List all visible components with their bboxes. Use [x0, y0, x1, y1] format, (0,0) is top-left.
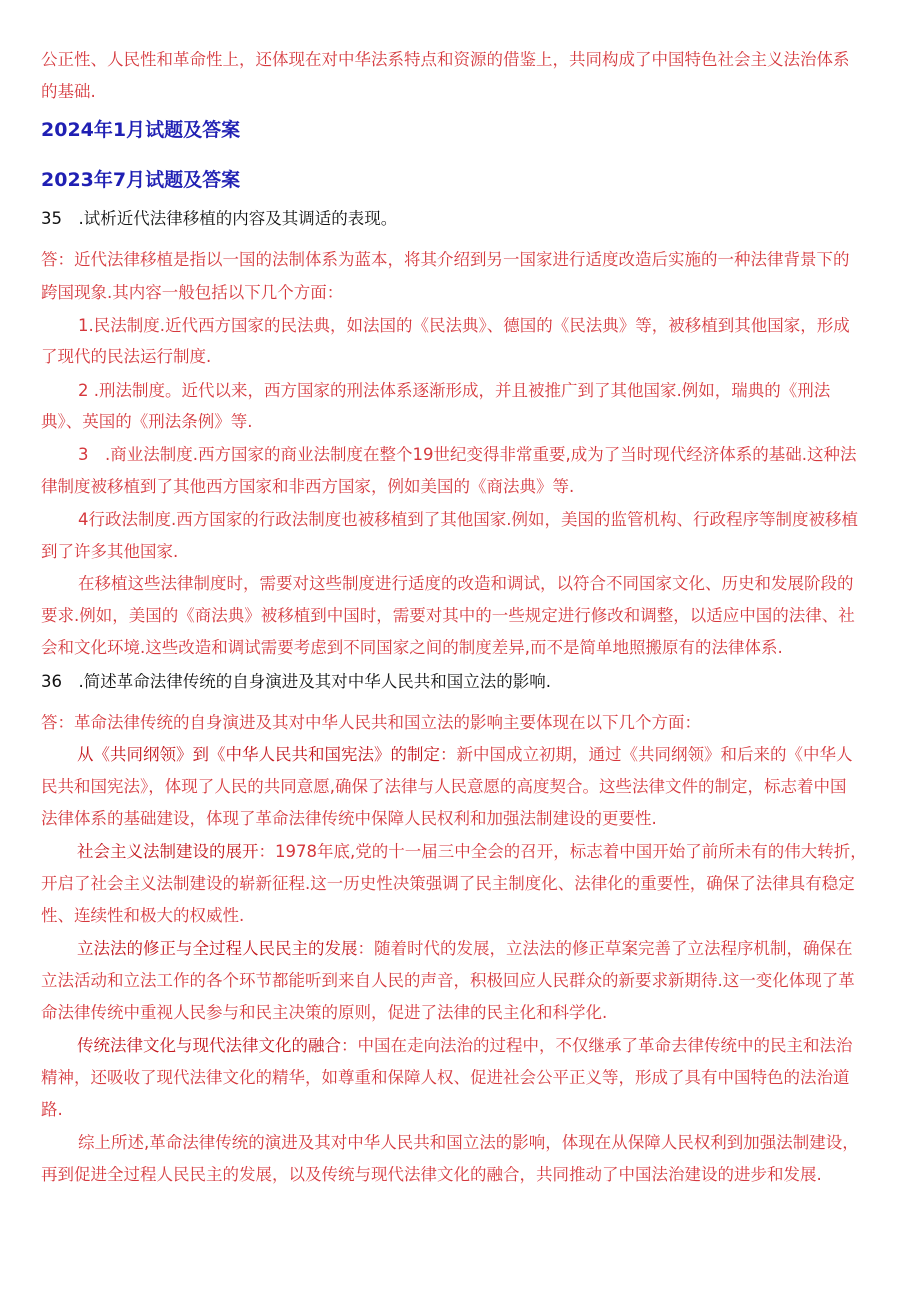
q36-summary-line-1: 综上所述,革命法律传统的演进及其对中华人民共和国立法的影响，体现在从保障人民权利到加强法制建设， [78, 1133, 859, 1152]
q36-section-3-text: ：随着时代的发展，立法法的修正草案完善了立法程序机制，确保在 [357, 939, 853, 958]
q35-adaptation-line-1: 在移植这些法律制度时，需要对这些制度进行适度的改造和调试，以符合不同国家文化、历史和发展阶段的 [78, 574, 854, 593]
q36-section-2-title: 社会主义法制建设的展开 [77, 842, 259, 861]
q35-civil-law-line-1: 1.民法制度.近代西方国家的民法典，如法国的《民法典》、德国的《民法典》等，被移植到其他国家，形成 [78, 316, 850, 335]
q36-summary-line-2: 再到促进全过程人民民主的发展，以及传统与现代法律文化的融合，共同推动了中国法治建设的进步和发展. [41, 1165, 822, 1184]
q35-admin-law-line-2: 到了许多其他国家. [41, 542, 179, 561]
q36-section-3-line-1 [77, 937, 853, 961]
q36-section-3-title: 立法法的修正与全过程人民民主的发展 [77, 939, 358, 958]
q35-criminal-law-line-1: 2 .刑法制度。近代以来，西方国家的刑法体系逐渐形成，并且被推广到了其他国家.例如，瑞典的《刑法 [78, 381, 831, 400]
heading-2024-jan: 2024年1月试题及答案 [41, 119, 241, 141]
q36-section-1-line-1 [77, 743, 853, 767]
q36-section-1-line-2: 民共和国宪法》，体现了人民的共同意愿,确保了法律与人民意愿的高度契合。这些法律文件的制定，标志着中国 [41, 777, 847, 796]
q35-adaptation-line-3: 会和文化环境.这些改造和调试需要考虑到不同国家之间的制度差异,而不是简单地照搬原有的法律体系. [41, 638, 783, 657]
top-paragraph-line-1: 公正性、人民性和革命性上，还体现在对中华法系特点和资源的借鉴上，共同构成了中国特色社会主义法治体系 [41, 50, 850, 69]
top-paragraph-line-2: 的基础. [41, 82, 96, 101]
q35-admin-law-line-1: 4行政法制度.西方国家的行政法制度也被移植到了其他国家.例如，美国的监管机构、行政程序等制度被移植 [78, 510, 858, 529]
heading-2023-jul: 2023年7月试题及答案 [41, 169, 241, 191]
question-36: 36 .简述革命法律传统的自身演进及其对中华人民共和国立法的影响. [41, 672, 551, 691]
q36-answer-intro: 答：革命法律传统的自身演进及其对中华人民共和国立法的影响主要体现在以下几个方面： [41, 713, 701, 732]
q35-commercial-law-line-1: 3 .商业法制度.西方国家的商业法制度在整个19世纪变得非常重要,成为了当时现代经济体系的基础.这种法 [78, 445, 857, 464]
q35-adaptation-line-2: 要求.例如，美国的《商法典》被移植到中国时，需要对其中的一些规定进行修改和调整，以适应中国的法律、社 [41, 606, 855, 625]
q36-section-4-line-2: 精神，还吸收了现代法律文化的精华，如尊重和保障人权、促进社会公平正义等，形成了具有中国特色的法治道 [41, 1068, 850, 1087]
q36-section-2-line-2: 开启了社会主义法制建设的崭新征程.这一历史性决策强调了民主制度化、法律化的重要性，确保了法律具有稳定 [41, 874, 855, 893]
q36-section-4-line-1 [77, 1034, 853, 1058]
q35-commercial-law-line-2: 律制度被移植到了其他西方国家和非西方国家，例如美国的《商法典》等. [41, 477, 575, 496]
q35-civil-law-line-2: 了现代的民法运行制度. [41, 347, 212, 366]
q36-section-4-text: ：中国在走向法治的过程中，不仅继承了革命去律传统中的民主和法治 [341, 1036, 853, 1055]
q36-section-3-line-3: 命法律传统中重视人民参与和民主决策的原则，促进了法律的民主化和科学化. [41, 1003, 608, 1022]
q35-answer-line-1: 答：近代法律移植是指以一国的法制体系为蓝本，将其介绍到另一国家进行适度改造后实施的一种法律背景下的 [41, 250, 850, 269]
q36-section-1-title: 从《共同纲领》到《中华人民共和国宪法》的制定 [77, 745, 440, 764]
q36-section-2-line-3: 性、连续性和极大的权威性. [41, 906, 245, 925]
q35-criminal-law-line-2: 典》、英国的《刑法条例》等. [41, 412, 253, 431]
q36-section-4-title: 传统法律文化与现代法律文化的融合 [77, 1036, 341, 1055]
question-35: 35 .试析近代法律移植的内容及其调适的表现。 [41, 209, 398, 228]
q36-section-4-line-3: 路. [41, 1100, 63, 1119]
q36-section-1-line-3: 法律体系的基础建设，体现了革命法律传统中保障人民权利和加强法制建设的更要性. [41, 809, 657, 828]
q35-answer-line-2: 跨国现象.其内容一般包括以下几个方面： [41, 283, 344, 302]
q36-section-2-text: ：1978年底,党的十一届三中全会的召开，标志着中国开始了前所未有的伟大转折， [258, 842, 867, 861]
q36-section-1-text: ：新中国成立初期，通过《共同纲领》和后来的《中华人 [440, 745, 853, 764]
q36-section-2-line-1 [77, 840, 867, 864]
q36-section-3-line-2: 立法活动和立法工作的各个环节都能听到来自人民的声音，积极回应人民群众的新要求新期待.这一变化体现了革 [41, 971, 855, 990]
